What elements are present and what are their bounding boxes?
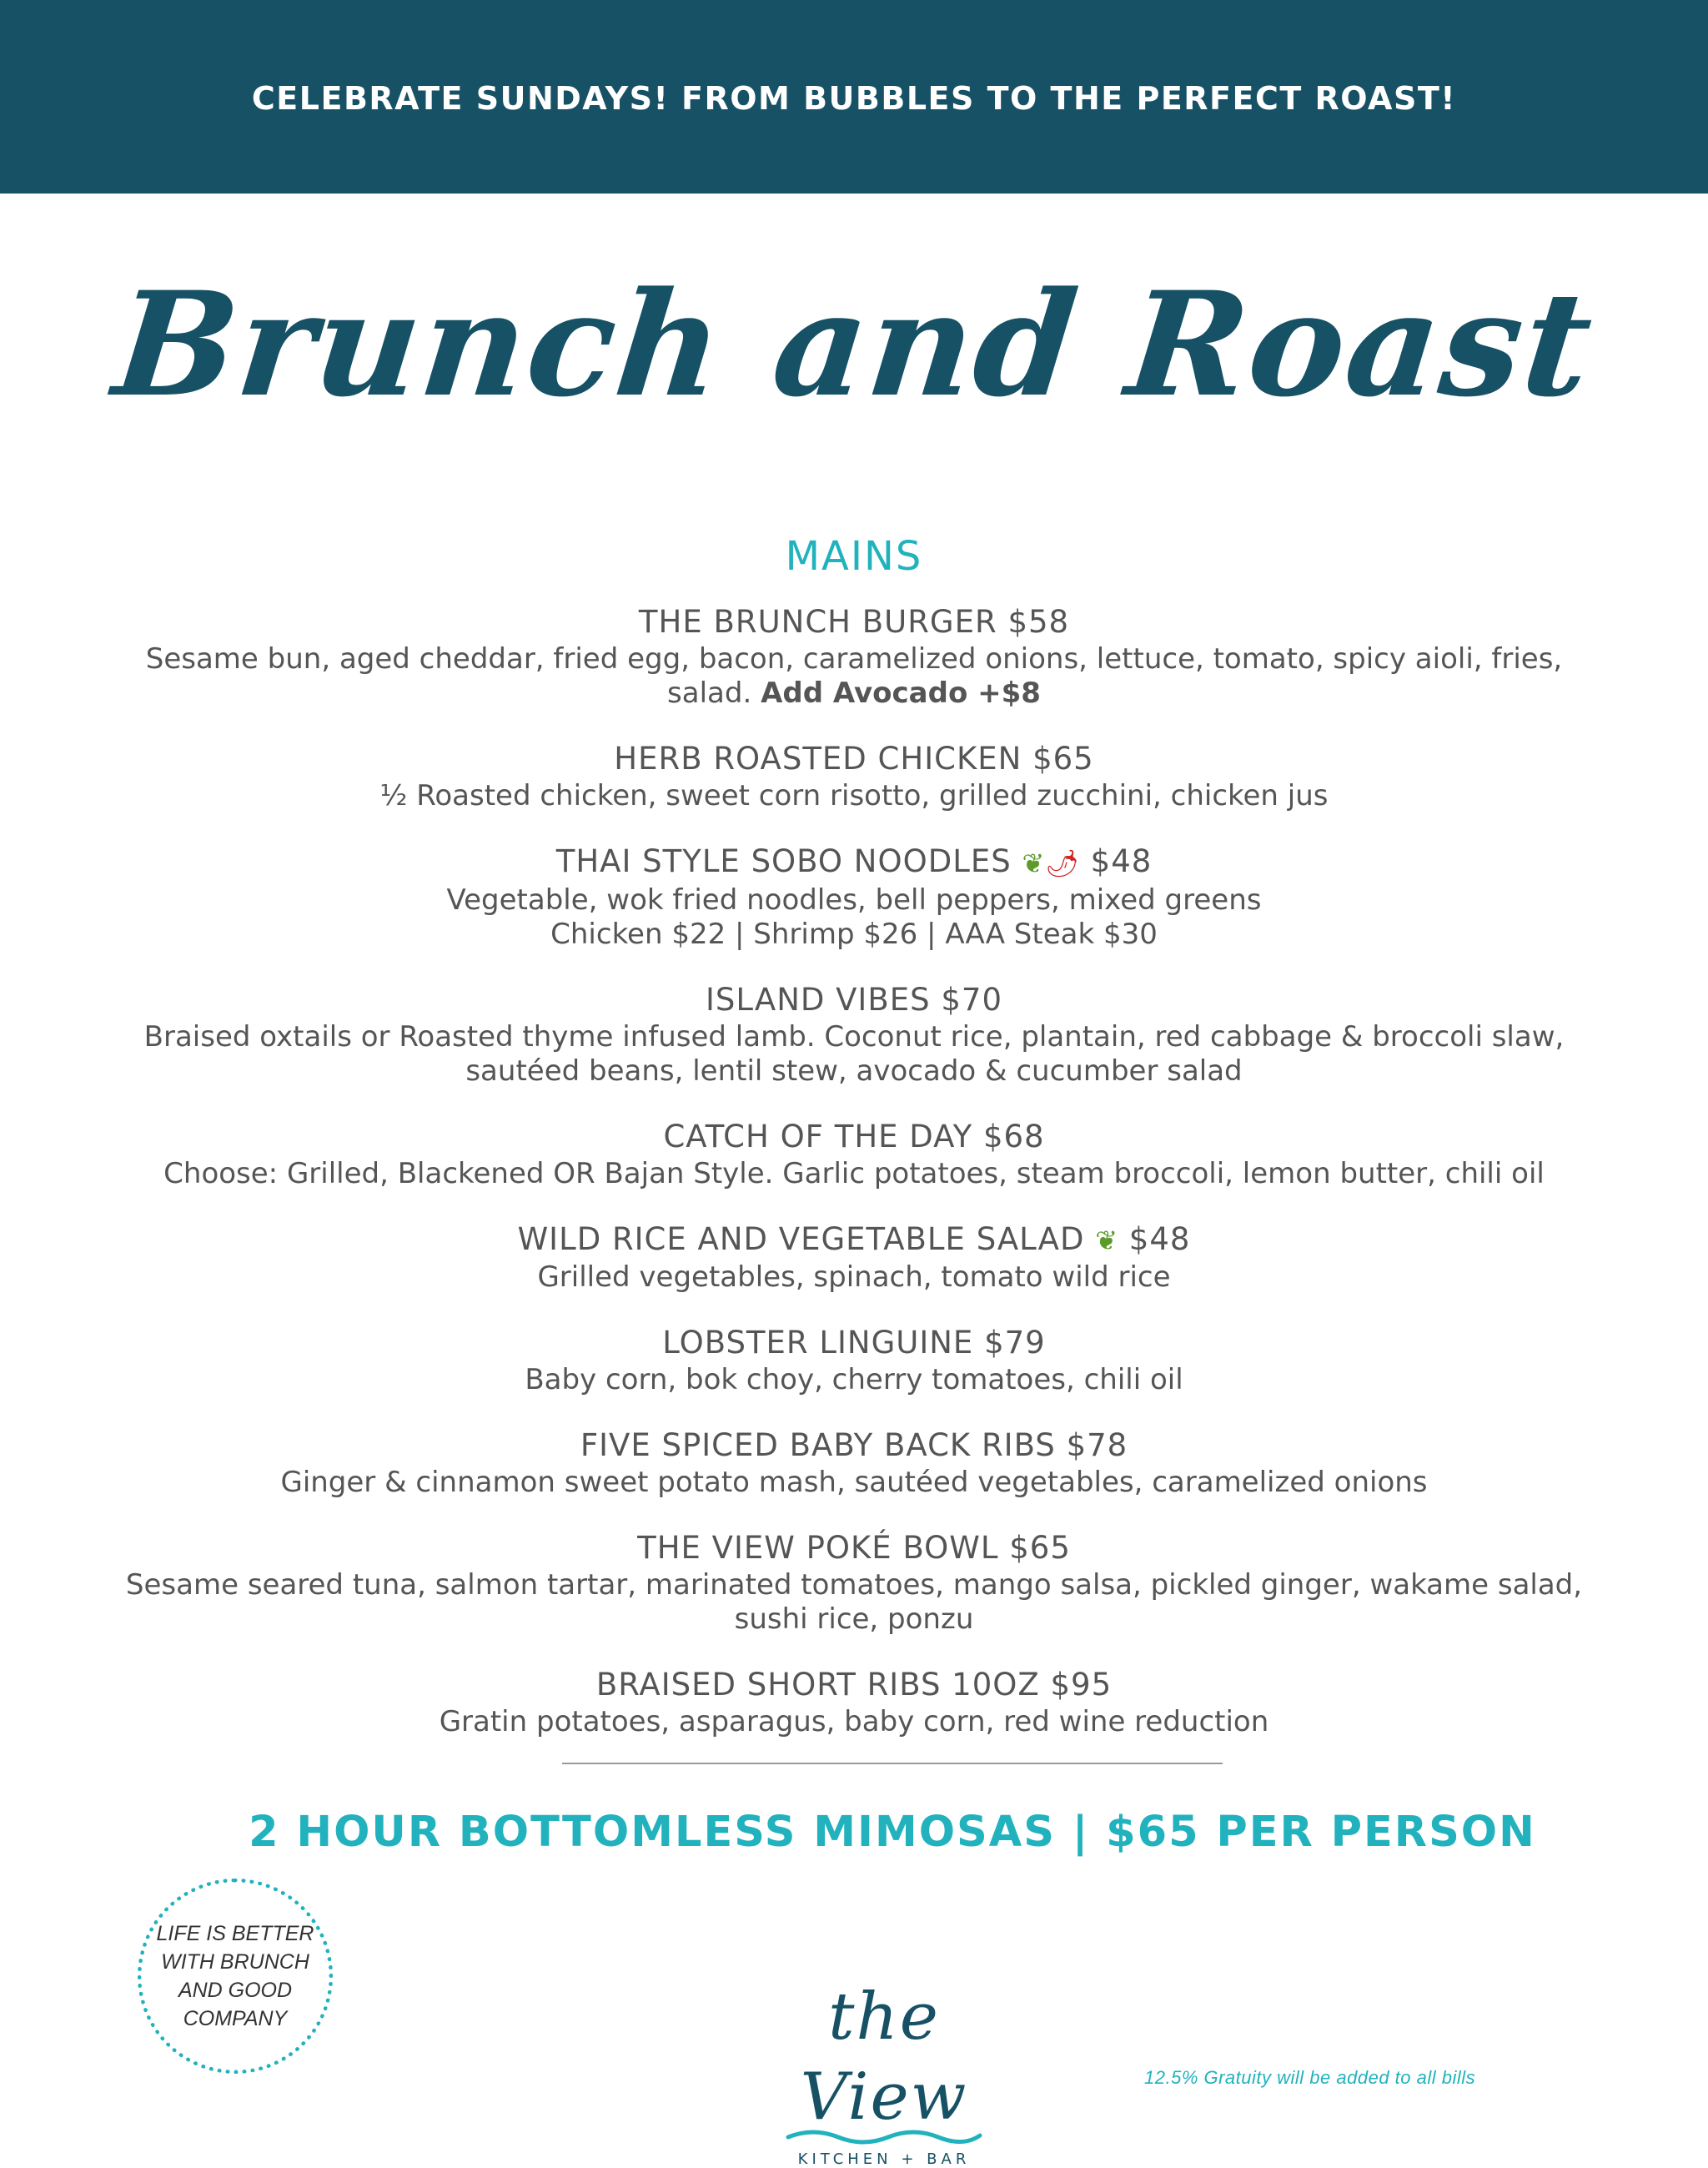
menu-item <box>100 1665 1608 1739</box>
gratuity-note: 12.5% Gratuity will be added to all bills <box>1144 2067 1476 2088</box>
item-description: Braised oxtails or Roasted thyme infused lamb. Coconut rice, plantain, red cabbage & broccoli slaw, sautéed beans, lentil stew, avocado & cucumber salad <box>143 1019 1565 1088</box>
item-name: WILD RICE AND VEGETABLE SALAD ❦ $48 <box>100 1220 1608 1261</box>
item-name: LOBSTER LINGUINE $79 <box>662 1325 1046 1361</box>
menu-item <box>100 602 1608 711</box>
the-view-logo <box>742 1977 1026 2168</box>
menu-item <box>100 1323 1608 1397</box>
divider <box>562 1763 1223 1764</box>
badge-text: LIFE IS BETTER WITH BRUNCH AND GOOD COMPANY <box>156 1922 314 2030</box>
item-price: $70 <box>941 981 1002 1018</box>
item-description: Baby corn, bok choy, cherry tomatoes, chili oil <box>525 1363 1183 1396</box>
item-description: Sesame bun, aged cheddar, fried egg, bacon, caramelized onions, lettuce, tomato, spicy aioli, fries, salad. Add Avocado +$8 <box>145 642 1563 710</box>
item-description: Ginger & cinnamon sweet potato mash, sautéed vegetables, caramelized onions <box>280 1466 1428 1499</box>
item-description: Choose: Grilled, Blackened OR Bajan Style. Garlic potatoes, steam broccoli, lemon butter, chili oil <box>163 1156 1545 1190</box>
item-name: HERB ROASTED CHICKEN $65 <box>614 741 1094 777</box>
menu-item <box>100 980 1608 1089</box>
item-name: THE BRUNCH BURGER $58 <box>638 604 1070 640</box>
item-description: Sesame seared tuna, salmon tartar, marinated tomatoes, mango salsa, pickled ginger, wakame salad, sushi rice, ponzu <box>125 1568 1583 1636</box>
item-name: THAI STYLE SOBO NOODLES ❦🌶 $48 <box>100 842 1608 883</box>
menu-title: Brunch and Roast <box>107 259 1601 429</box>
menu-item <box>100 1220 1608 1295</box>
item-price: $48 <box>1090 843 1153 879</box>
item-name: THE VIEW POKÉ BOWL $65 <box>637 1530 1071 1566</box>
menu-item <box>100 1528 1608 1637</box>
spicy-chili-icon: 🌶 <box>1045 847 1080 879</box>
brunch-badge <box>138 1879 333 2074</box>
menu-item <box>100 1426 1608 1500</box>
banner-text: CELEBRATE SUNDAYS! FROM BUBBLES TO THE PERFECT ROAST! <box>251 80 1457 117</box>
item-price: $68 <box>982 1118 1045 1154</box>
top-banner <box>0 0 1708 194</box>
item-description: Vegetable, wok fried noodles, bell peppers, mixed greens <box>446 883 1262 917</box>
menu-item <box>100 739 1608 813</box>
item-description: Gratin potatoes, asparagus, baby corn, red wine reduction <box>439 1705 1269 1738</box>
bottomless-mimosas-promo: 2 HOUR BOTTOMLESS MIMOSAS | $65 PER PERSON <box>249 1808 1536 1857</box>
logo-script: the View <box>800 1979 968 2135</box>
section-heading-mains: MAINS <box>785 533 923 580</box>
item-price: $79 <box>984 1325 1046 1361</box>
item-name: BRAISED SHORT RIBS 10OZ $95 <box>595 1667 1113 1703</box>
item-protein-options: Chicken $22 | Shrimp $26 | AAA Steak $30 <box>550 917 1158 951</box>
item-name: CATCH OF THE DAY $68 <box>663 1118 1045 1154</box>
item-name: ISLAND VIBES $70 <box>706 981 1002 1018</box>
item-name: FIVE SPICED BABY BACK RIBS $78 <box>580 1427 1128 1463</box>
item-price: $65 <box>1032 741 1094 777</box>
item-addon: Add Avocado +$8 <box>761 677 1041 710</box>
item-price: $65 <box>1009 1530 1071 1566</box>
menu-item <box>100 842 1608 952</box>
menu-item <box>100 1117 1608 1191</box>
item-price: $48 <box>1128 1220 1191 1257</box>
item-price: $78 <box>1066 1427 1128 1463</box>
menu-items <box>100 602 1608 1768</box>
vegetarian-leaf-icon: ❦ <box>1095 1225 1119 1256</box>
item-description: Grilled vegetables, spinach, tomato wild rice <box>537 1260 1171 1294</box>
logo-subtitle: KITCHEN + BAR <box>797 2150 971 2168</box>
item-price: $58 <box>1007 604 1070 640</box>
item-description: ½ Roasted chicken, sweet corn risotto, grilled zucchini, chicken jus <box>379 779 1329 812</box>
vegetarian-leaf-icon: ❦ <box>1022 847 1046 879</box>
item-price: $95 <box>1050 1667 1113 1703</box>
